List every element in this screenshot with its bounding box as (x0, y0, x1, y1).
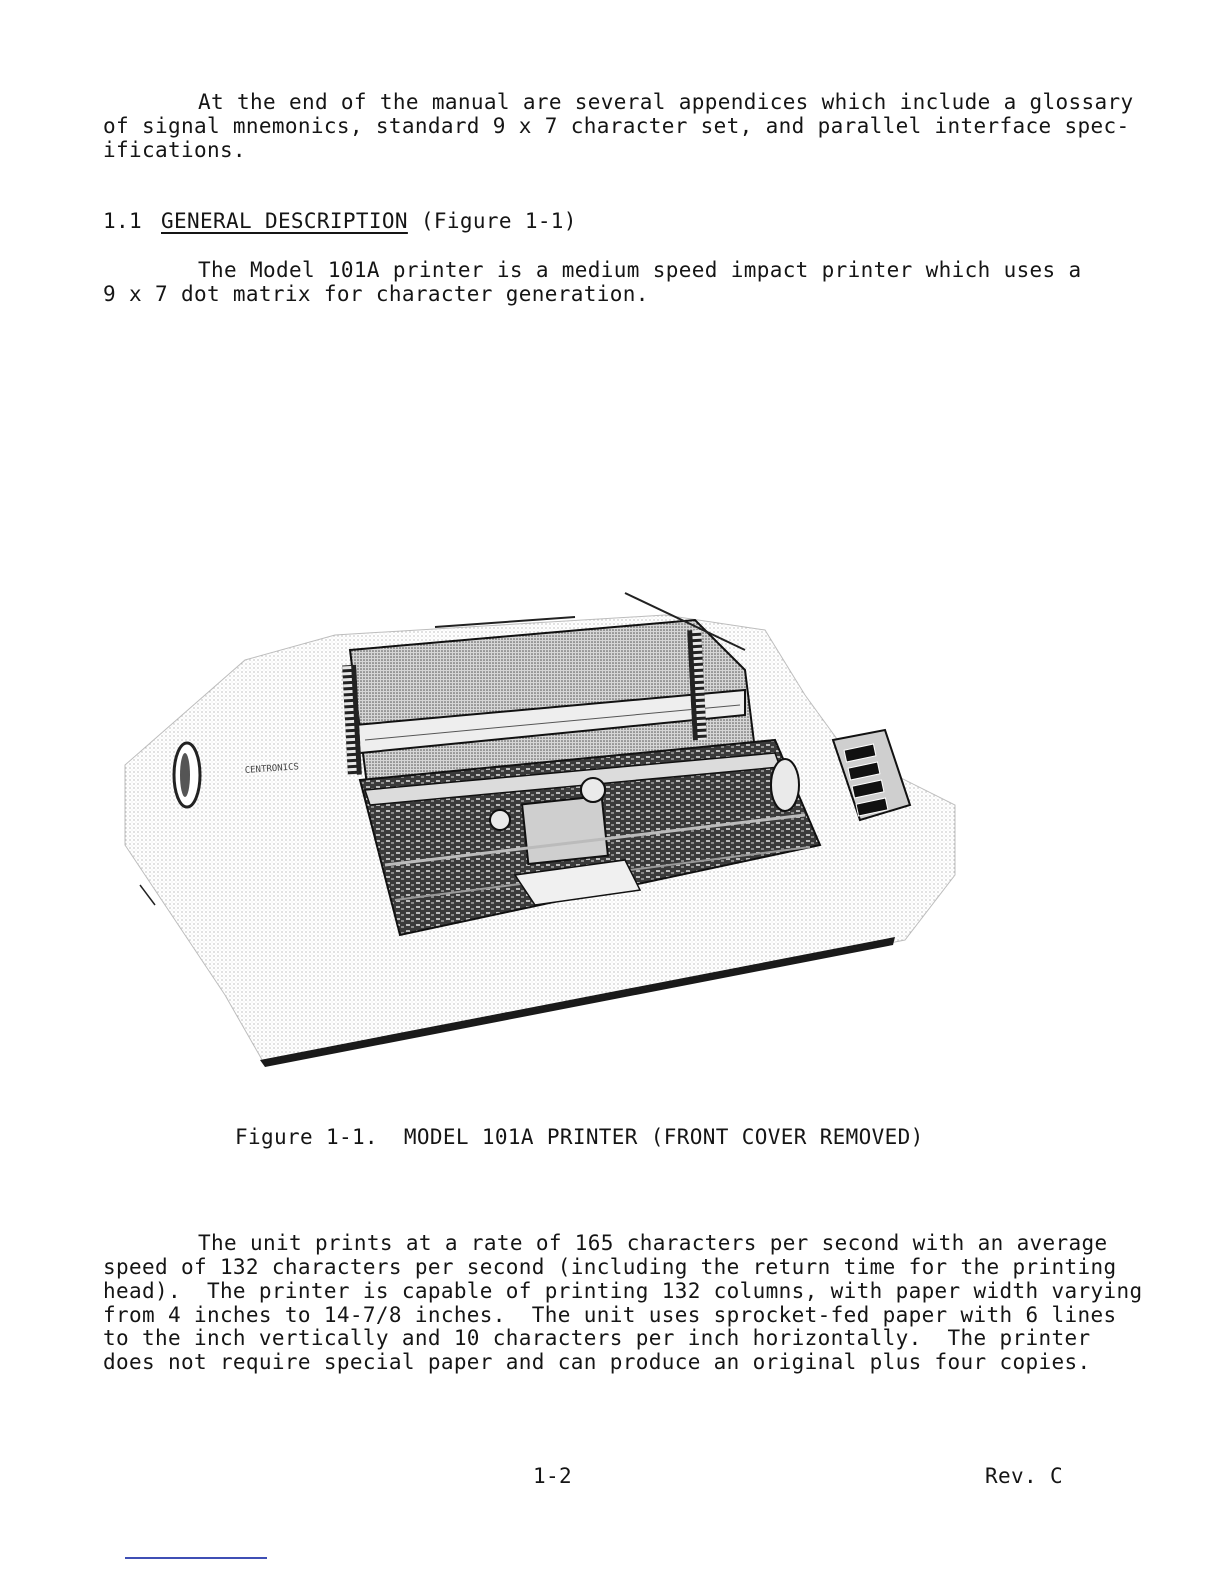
intro-line-1: At the end of the manual are several appendices which include a glossary (198, 90, 1134, 114)
print-head (522, 796, 608, 864)
specs-line-2: speed of 132 characters per second (including the return time for the printing (103, 1255, 1117, 1279)
description-line-1: The Model 101A printer is a medium speed impact printer which uses a (198, 258, 1082, 282)
page-number: 1-2 (533, 1464, 572, 1488)
leader-line (140, 885, 155, 905)
section-heading (103, 209, 577, 233)
section-title: GENERAL DESCRIPTION (161, 209, 408, 233)
specs-line-5: to the inch vertically and 10 characters per inch horizontally. The printer (103, 1326, 1091, 1350)
section-figure-ref: (Figure 1-1) (420, 209, 577, 233)
description-line-2: 9 x 7 dot matrix for character generation. (103, 282, 649, 306)
revision-label: Rev. C (985, 1464, 1063, 1488)
ribbon-spool (771, 759, 799, 811)
specs-line-3: head). The printer is capable of printing 132 columns, with paper width varying (103, 1279, 1143, 1303)
intro-line-3: ifications. (103, 138, 246, 162)
printer-figure (105, 575, 965, 1075)
intro-line-2: of signal mnemonics, standard 9 x 7 character set, and parallel interface spec- (103, 114, 1130, 138)
specs-line-1: The unit prints at a rate of 165 characters per second with an average (198, 1231, 1108, 1255)
bottom-rule (125, 1557, 267, 1559)
specs-line-6: does not require special paper and can produce an original plus four copies. (103, 1350, 1091, 1374)
section-number: 1.1 (103, 209, 142, 233)
brand-label: CENTRONICS (244, 762, 300, 776)
figure-caption: Figure 1-1. MODEL 101A PRINTER (FRONT COVER REMOVED) (235, 1125, 924, 1149)
specs-line-4: from 4 inches to 14-7/8 inches. The unit uses sprocket-fed paper with 6 lines (103, 1303, 1117, 1327)
